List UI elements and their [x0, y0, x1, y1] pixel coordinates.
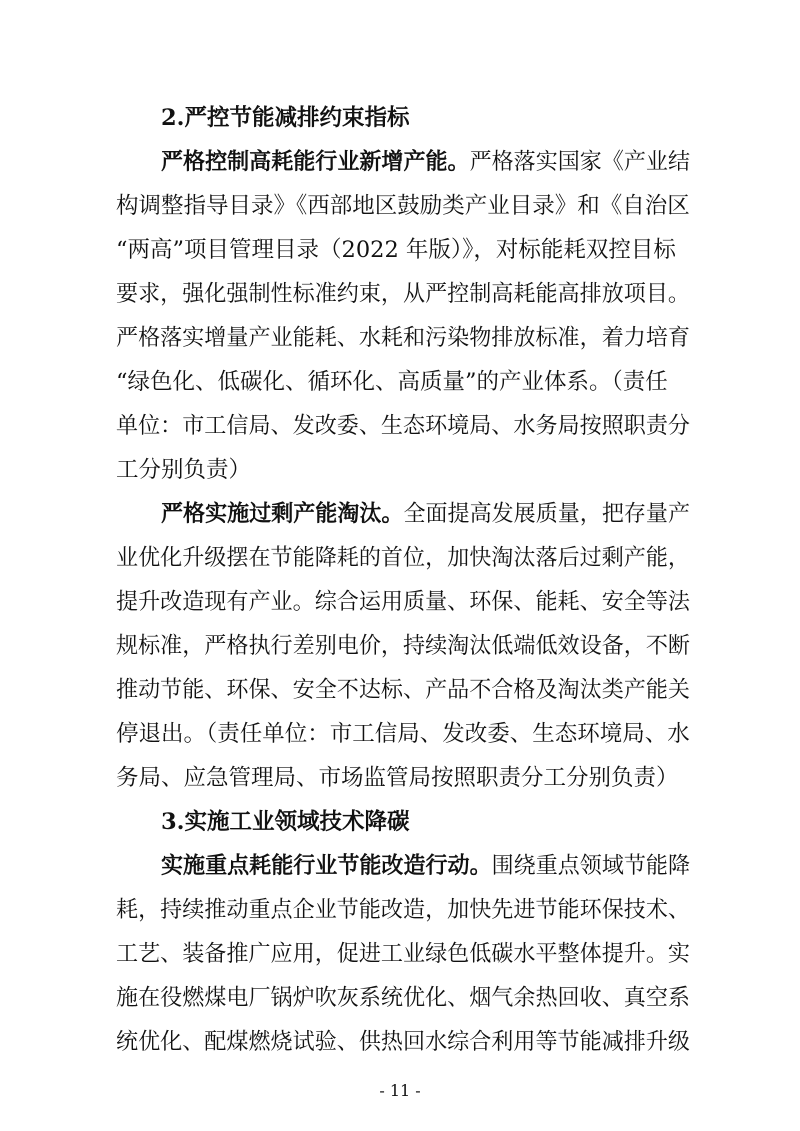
section-3-heading: 3.实施工业领域技术降碳	[161, 809, 410, 835]
section-2-heading: 2.严控节能减排约束指标	[161, 105, 410, 131]
paragraph-1-line-6: “绿色化、低碳化、循环化、高质量”的产业体系。（责任	[116, 369, 668, 395]
paragraph-1-line-5: 严格落实增量产业能耗、水耗和污染物排放标准，着力培育	[116, 325, 691, 351]
paragraph-3-line-2: 耗，持续推动重点企业节能改造，加快先进节能环保技术、	[116, 897, 691, 923]
paragraph-2-line-2: 业优化升级摆在节能降耗的首位，加快淘汰落后过剩产能，	[116, 545, 691, 571]
paragraph-1-text: 严格落实国家《产业结	[469, 149, 691, 175]
paragraph-2-text: 全面提高发展质量，把存量产	[403, 501, 691, 527]
paragraph-3-line-4: 施在役燃煤电厂锅炉吹灰系统优化、烟气余热回收、真空系	[116, 985, 691, 1011]
paragraph-1-line-7: 单位：市工信局、发改委、生态环境局、水务局按照职责分	[116, 413, 691, 439]
paragraph-3-line-5: 统优化、配煤燃烧试验、供热回水综合利用等节能减排升级	[116, 1029, 691, 1055]
paragraph-3-line-1	[161, 851, 690, 881]
paragraph-1-line-8: 工分别负责）	[116, 457, 252, 483]
paragraph-3-lead: 实施重点耗能行业节能改造行动。	[161, 853, 492, 879]
paragraph-2-line-1	[161, 499, 690, 529]
paragraph-2-line-6: 停退出。（责任单位：市工信局、发改委、生态环境局、水	[116, 721, 690, 747]
paragraph-2-line-5: 推动节能、环保、安全不达标、产品不合格及淘汰类产能关	[116, 677, 691, 703]
paragraph-2-line-4: 规标准，严格执行差别电价，持续淘汰低端低效设备，不断	[116, 633, 691, 659]
paragraph-3-text: 围绕重点领域节能降	[491, 853, 691, 879]
paragraph-3-line-3: 工艺、装备推广应用，促进工业绿色低碳水平整体提升。实	[116, 941, 691, 967]
paragraph-2-lead: 严格实施过剩产能淘汰。	[161, 501, 404, 527]
paragraph-1-line-2: 构调整指导目录》《西部地区鼓励类产业目录》和《自治区	[116, 193, 690, 219]
paragraph-1-line-3: “两高”项目管理目录（2022 年版）》，对标能耗双控目标	[116, 237, 676, 263]
paragraph-1-lead: 严格控制高耗能行业新增产能。	[161, 149, 470, 175]
paragraph-1-line-4: 要求，强化强制性标准约束，从严控制高耗能高排放项目。	[116, 281, 691, 307]
paragraph-2-line-3: 提升改造现有产业。综合运用质量、环保、能耗、安全等法	[116, 589, 691, 615]
page-number: - 11 -	[379, 1081, 421, 1100]
paragraph-1-line-1	[161, 147, 690, 177]
paragraph-2-line-7: 务局、应急管理局、市场监管局按照职责分工分别负责）	[116, 765, 679, 791]
